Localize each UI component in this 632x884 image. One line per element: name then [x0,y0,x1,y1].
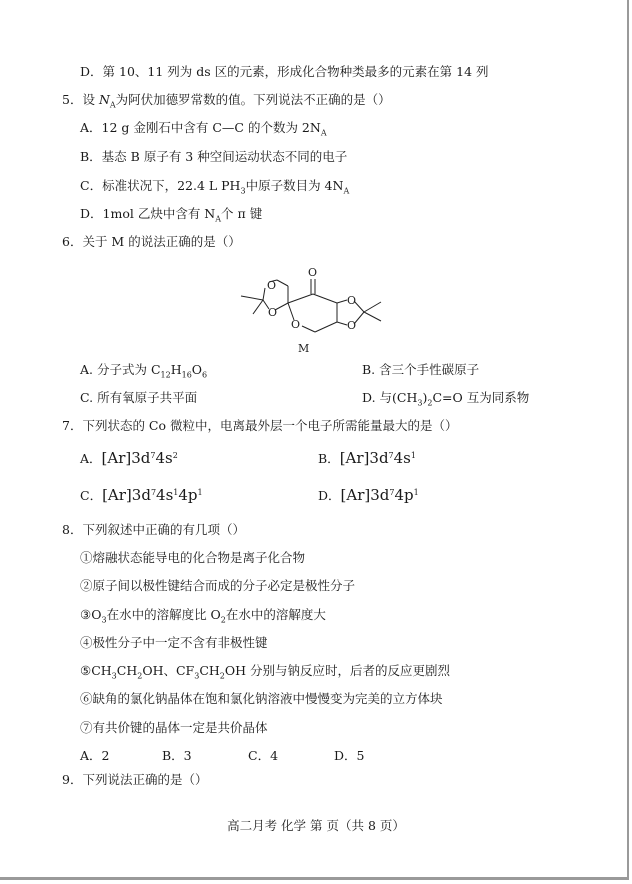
page-footer: 高二月考 化学 第 页（共 8 页） [227,818,405,833]
ring-oxygen-right-bottom: O [347,319,357,332]
q5-option-d: D．1mol 乙炔中含有 $N_A$个 π 键 [80,206,263,224]
q7-option-c: C．$[Ar]3d^74s^14p^1$ [80,486,203,504]
q6-option-a: A. 分子式为 $C_{12}H_{16}O_6$ [80,362,208,380]
q8-statement-5: $⑤CH_3CH_2OH$、$CF_3CH_2OH$ 分别与钠反应时，后者的反应更剧烈 [80,663,450,681]
q6-option-b: B. 含三个手性碳原子 [362,362,480,377]
ring-oxygen-pyran: O [291,318,301,331]
q6-option-c: C. 所有氧原子共平面 [80,390,198,405]
structure-label-m: M [298,342,310,355]
q8-statement-3: $③O_3$在水中的溶解度比 $O_2$在水中的溶解度大 [80,607,326,625]
q6-option-d: D. 与$(CH_3)_2C=O$ 互为同系物 [362,390,530,408]
q8-option-c: C．4 [248,748,279,763]
ring-oxygen-left-top: O [267,279,277,292]
structure-m-diagram [225,258,395,358]
q9-stem: 9．下列说法正确的是（） [62,772,208,787]
q8-stem: 8．下列叙述中正确的有几项（） [62,522,245,537]
q8-option-a: A．2 [80,748,110,763]
q8-statement-4: ④极性分子中一定不含有非极性键 [80,635,268,650]
carbonyl-oxygen: O [308,266,318,279]
q7-option-b: B．$[Ar]3d^74s^1$ [318,449,416,467]
q8-option-d: D．5 [334,748,365,763]
q4-option-d: D．第 10、11 列为 ds 区的元素，形成化合物种类最多的元素在第 14 列 [80,64,489,79]
q8-statement-1: ①熔融状态能导电的化合物是离子化合物 [80,550,306,565]
q5-option-c: C．标准状况下，22.4 L $PH_3$中原子数目为 $4N_A$ [80,178,350,196]
q5-option-b: B．基态 B 原子有 3 种空间运动状态不同的电子 [80,149,348,164]
q6-stem: 6．关于 M 的说法正确的是（） [62,234,241,249]
q8-option-b: B．3 [162,748,192,763]
q7-option-d: D．$[Ar]3d^74p^1$ [318,486,419,504]
q5-option-a: A．12 g 金刚石中含有 C—C 的个数为 $2N_A$ [80,120,327,138]
q8-statement-7: ⑦有共价键的晶体一定是共价晶体 [80,720,268,735]
q5-stem: 5．设 $N_A$为阿伏加德罗常数的值。下列说法不正确的是（） [62,92,391,110]
q8-statement-2: ②原子间以极性键结合而成的分子必定是极性分子 [80,578,356,593]
q8-statement-6: ⑥缺角的氯化钠晶体在饱和氯化钠溶液中慢慢变为完美的立方体块 [80,691,443,706]
q7-option-a: A．$[Ar]3d^74s^2$ [80,449,178,467]
ring-oxygen-right-top: O [347,294,357,307]
ring-oxygen-left-bottom: O [268,306,278,319]
q7-stem: 7．下列状态的 Co 微粒中，电离最外层一个电子所需能量最大的是（） [62,418,458,433]
